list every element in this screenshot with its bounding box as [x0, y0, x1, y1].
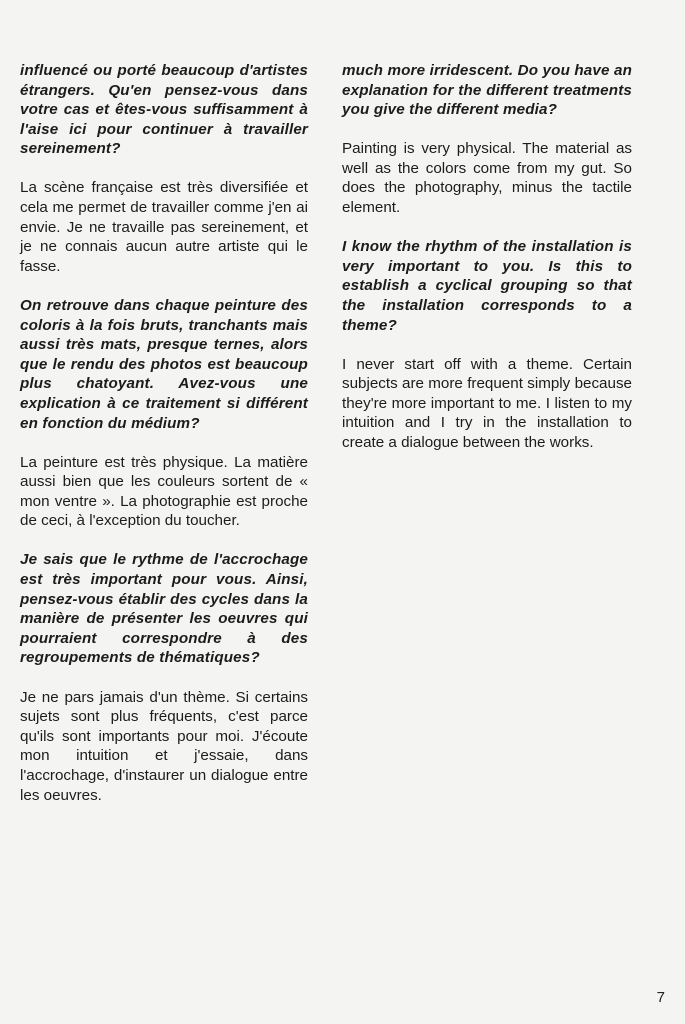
question-text: influencé ou porté beaucoup d'artistes étrangers. Qu'en pensez-vous dans votre cas et êtes-vous suffisamment à l'aise ici pour continuer à travailler sereinement?	[20, 62, 308, 158]
left-column-french	[20, 61, 308, 825]
question-text: I know the rhythm of the installation is very important to you. Is this to establish a cyclical grouping so that the installation corresponds to a theme?	[342, 238, 632, 334]
question-text: Je sais que le rythme de l'accrochage est très important pour vous. Ainsi, pensez-vous établir des cycles dans la manière de présenter les oeuvres qui pourraient correspondre à des regroupements de thématiques?	[20, 551, 308, 667]
answer-text: Painting is very physical. The material as well as the colors come from my gut. So does the photography, minus the tactile element.	[342, 140, 632, 217]
answer-text: La peinture est très physique. La matière aussi bien que les couleurs sortent de « mon ventre ». La photographie est proche de ceci, à l'exception du toucher.	[20, 453, 308, 530]
page-number: 7	[656, 989, 665, 1006]
question-text: On retrouve dans chaque peinture des coloris à la fois bruts, tranchants mais aussi très mats, presque ternes, alors que le rendu des photos est beaucoup plus chatoyant. Avez-vous une explication à ce traitement si différent en fonction du médium?	[20, 296, 308, 432]
right-column-english	[342, 61, 632, 472]
answer-text: Je ne pars jamais d'un thème. Si certains sujets sont plus fréquents, c'est parce qu'ils sont importants pour moi. J'écoute mon intuition et j'essaie, dans l'accrochage, d'instaurer un dialogue entre les oeuvres.	[20, 688, 308, 804]
question-text: much more irridescent. Do you have an explanation for the different treatments you give the different media?	[342, 62, 632, 119]
answer-text: I never start off with a theme. Certain subjects are more frequent simply because they're more important to me. I listen to my intuition and I try in the installation to create a dialogue between the works.	[342, 355, 632, 451]
answer-text: La scène française est très diversifiée et cela me permet de travailler comme j'en ai envie. Je ne travaille pas sereinement, et je ne connais aucun autre artiste qui le fasse.	[20, 179, 308, 275]
